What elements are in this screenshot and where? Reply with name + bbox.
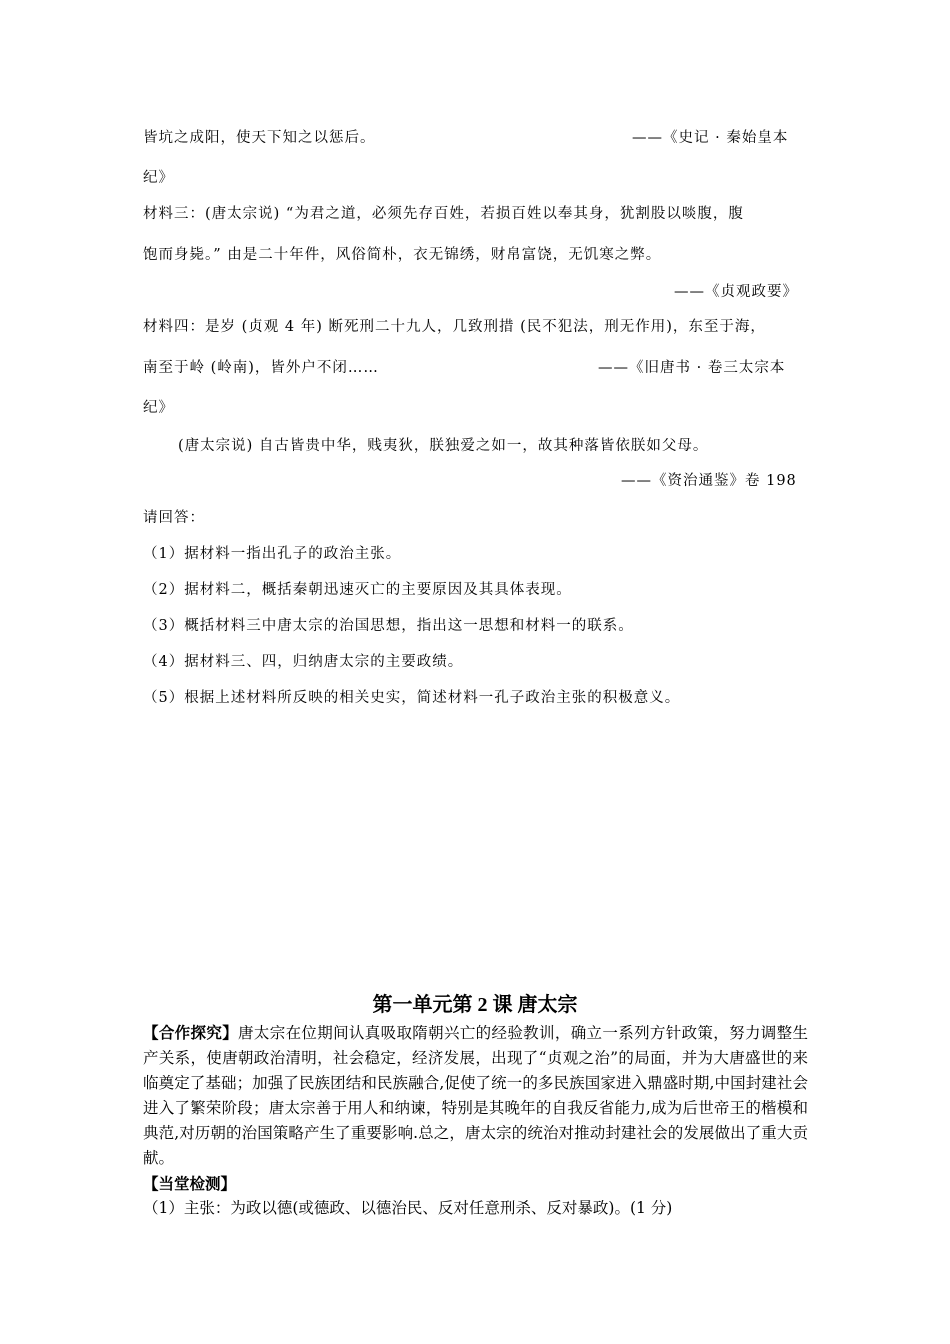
question-5: （5）根据上述材料所反映的相关史实，简述材料一孔子政治主张的积极意义。 — [143, 690, 681, 706]
source-zizhitongjian: ——《资治通鉴》卷 198 — [621, 473, 797, 489]
answer-prompt: 请回答： — [143, 510, 205, 526]
source-shiji: ——《史记 · 秦始皇本 — [632, 130, 789, 146]
material-4-line-1: 材料四：是岁 (贞观 4 年) 断死刑二十九人，几致刑措 (民不犯法，刑无作用)，东至于海， — [143, 319, 766, 335]
question-2: （2）据材料二，概括秦朝迅速灭亡的主要原因及其具体表现。 — [143, 582, 572, 598]
lower-section — [143, 1020, 808, 1221]
material-2-tail: 皆坑之成阳，使天下知之以惩后。 — [143, 130, 376, 146]
source-jiutangshu-cont: 纪》 — [143, 400, 174, 416]
cooperative-inquiry — [143, 1020, 808, 1171]
material-4-line-2: 南至于岭 (岭南)，皆外户不闭…… — [143, 360, 379, 376]
answer-1: （1）主张：为政以德(或德政、以德治民、反对任意刑杀、反对暴政)。(1 分) — [143, 1199, 673, 1217]
source-jiutangshu: ——《旧唐书 · 卷三太宗本 — [598, 360, 786, 376]
question-3: （3）概括材料三中唐太宗的治国思想，指出这一思想和材料一的联系。 — [143, 618, 634, 634]
material-4-line-3: (唐太宗说) 自古皆贵中华，贱夷狄，朕独爱之如一，故其种落皆依朕如父母。 — [178, 438, 709, 454]
source-zhenguan: ——《贞观政要》 — [674, 284, 798, 300]
question-1: （1）据材料一指出孔子的政治主张。 — [143, 546, 402, 562]
cooperative-inquiry-heading: 【合作探究】 — [143, 1023, 239, 1042]
source-shiji-cont: 纪》 — [143, 170, 174, 186]
in-class-test-heading: 【当堂检测】 — [143, 1174, 237, 1193]
cooperative-inquiry-text: 唐太宗在位期间认真吸取隋朝兴亡的经验教训，确立一系列方针政策，努力调整生产关系，使唐朝政治清明，社会稳定，经济发展，出现了“贞观之治”的局面，并为大唐盛世的来临奠定了基础；加强了民族团结和民族融合,促使了统一的多民族国家进入鼎盛时期,中国封建社会进入了繁荣阶段；唐太宗善于用人和纳谏，特别是其晚年的自我反省能力,成为后世帝王的楷模和典范,对历朝的治国策略产生了重要影响.总之，唐太宗的统治对推动封建社会的发展做出了重大贡献。 — [143, 1024, 808, 1167]
lesson-title: 第一单元第 2 课 唐太宗 — [372, 994, 578, 1016]
question-4: （4）据材料三、四，归纳唐太宗的主要政绩。 — [143, 654, 464, 670]
material-3-line-2: 饱而身毙。” 由是二十年件，风俗简朴，衣无锦绣，财帛富饶，无饥寒之弊。 — [143, 247, 662, 263]
material-3-line-1: 材料三：(唐太宗说) “为君之道，必须先存百姓，若损百姓以奉其身，犹割股以啖腹，腹 — [143, 206, 744, 222]
